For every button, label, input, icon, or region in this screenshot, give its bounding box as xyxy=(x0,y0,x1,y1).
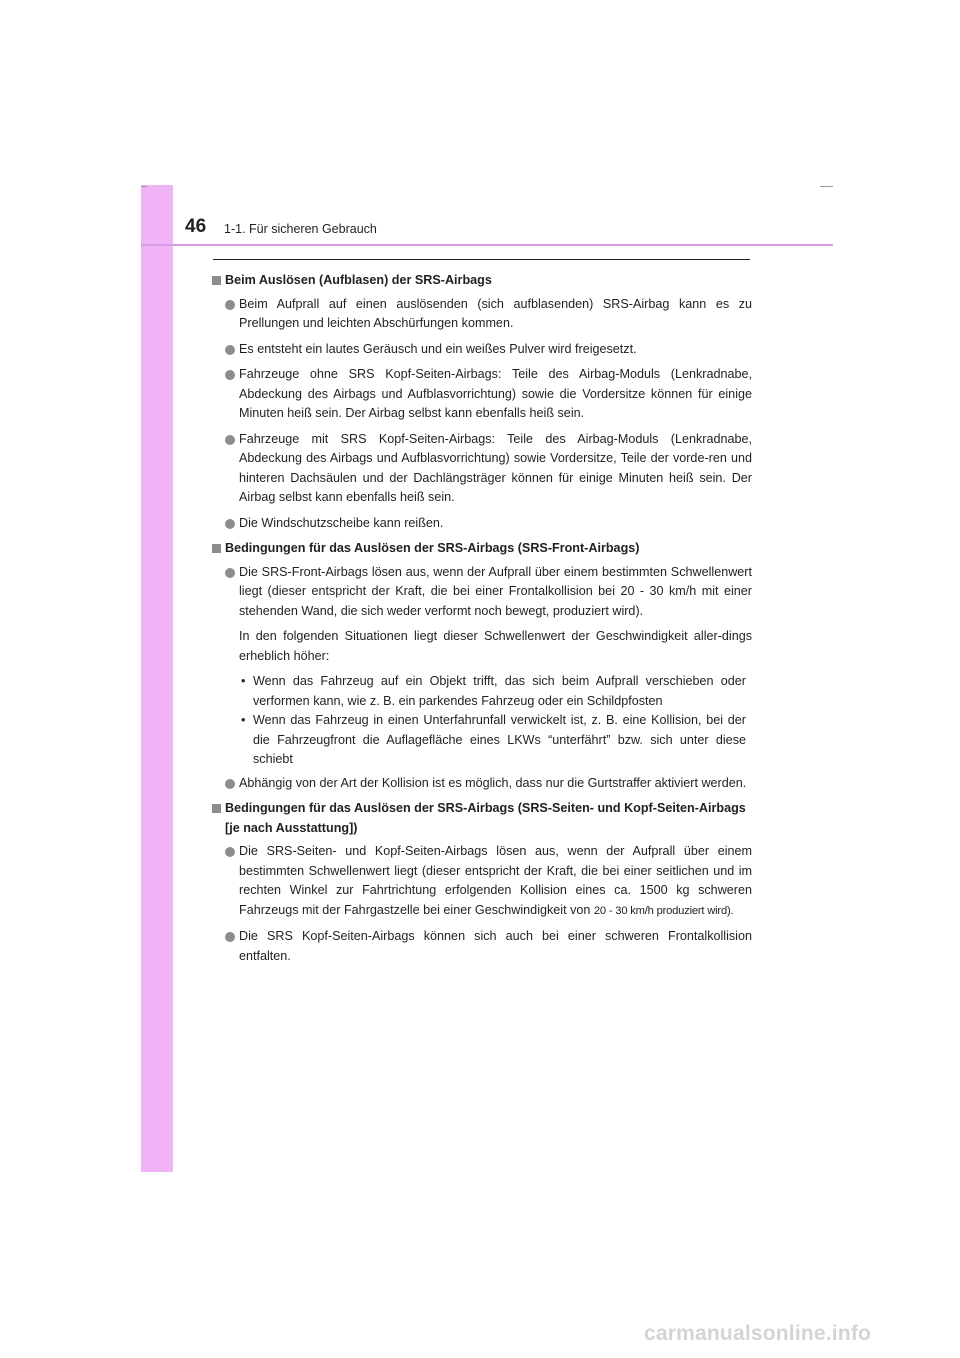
dash-mark: • xyxy=(241,713,246,727)
page-number: 46 xyxy=(185,216,207,237)
circle-bullet-icon xyxy=(225,370,235,380)
section-heading: Beim Auslösen (Aufblasen) der SRS-Airbags xyxy=(210,271,752,291)
circle-bullet-icon xyxy=(225,519,235,529)
bullet-item: Die Windschutzscheibe kann reißen. xyxy=(210,514,752,534)
chapter-sidebar xyxy=(141,185,173,1172)
circle-bullet-icon xyxy=(225,779,235,789)
header-divider xyxy=(141,244,833,246)
circle-bullet-icon xyxy=(225,435,235,445)
square-bullet-icon xyxy=(212,276,221,285)
section-title: 1-1. Für sicheren Gebrauch xyxy=(224,222,377,236)
bullet-item: Die SRS Kopf-Seiten-Airbags können sich auch bei einer schweren Frontalkollision entfalten. xyxy=(210,927,752,966)
bullet-item: Es entsteht ein lautes Geräusch und ein weißes Pulver wird freigesetzt. xyxy=(210,340,752,360)
dash-item: • Wenn das Fahrzeug in einen Unterfahrunfall verwickelt ist, z. B. eine Kollision, bei der die Fahrzeugfront die Auflagefläche eines LKWs “unterfährt” bzw. sich unter diese schiebt xyxy=(241,713,746,766)
circle-bullet-icon xyxy=(225,300,235,310)
circle-bullet-icon xyxy=(225,568,235,578)
paragraph: In den folgenden Situationen liegt dieser Schwellenwert der Geschwindigkeit aller-dings erheblich höher: xyxy=(239,629,752,663)
section-heading: Bedingungen für das Auslösen der SRS-Airbags (SRS-Front-Airbags) xyxy=(210,539,752,559)
bullet-item: Beim Aufprall auf einen auslösenden (sich aufblasenden) SRS-Airbag kann es zu Prellungen und leichten Abschürfungen kommen. xyxy=(210,295,752,334)
bullet-item: Abhängig von der Art der Kollision ist es möglich, dass nur die Gurtstraffer aktiviert werden. xyxy=(210,774,752,794)
content-rule xyxy=(213,259,750,260)
page-content xyxy=(210,267,752,966)
watermark: carmanualsonline.info xyxy=(644,1322,872,1345)
circle-bullet-icon xyxy=(225,847,235,857)
circle-bullet-icon xyxy=(225,345,235,355)
square-bullet-icon xyxy=(212,544,221,553)
section-heading: Bedingungen für das Auslösen der SRS-Airbags (SRS-Seiten- und Kopf-Seiten-Airbags [je nach Ausstattung]) xyxy=(210,799,752,838)
bullet-item: Die SRS-Seiten- und Kopf-Seiten-Airbags lösen aus, wenn der Aufprall über einem bestimmten Schwellenwert liegt (dieser entspricht der Kraft, die bei einer seitlichen und im rechten Winkel zur Fahrtrichtung erfolgenden Kollision eines ca. 1500 kg schweren Fahrzeugs mit der Fahrgastzelle bei einer Geschwindigkeit von 20 - 30 km/h produziert wird). xyxy=(210,842,752,921)
dash-item: • Wenn das Fahrzeug auf ein Objekt trifft, das sich beim Aufprall verschieben oder verformen kann, wie z. B. ein parkendes Fahrzeug oder ein Schildpfosten xyxy=(241,674,746,708)
bullet-item: Die SRS-Front-Airbags lösen aus, wenn der Aufprall über einem bestimmten Schwellenwert liegt (dieser entspricht der Kraft, die bei einer Frontalkollision bei 20 - 30 km/h mit einer stehenden Wand, die sich weder verformt noch bewegt, produziert wird). xyxy=(210,563,752,622)
bullet-item: Fahrzeuge ohne SRS Kopf-Seiten-Airbags: Teile des Airbag-Moduls (Lenkradnabe, Abdeckung des Airbags und Aufblasvorrichtung) sowie die Vordersitze können für einige Minuten heiß sein. Der Airbag selbst kann ebenfalls heiß sein. xyxy=(210,365,752,424)
square-bullet-icon xyxy=(212,804,221,813)
crop-mark-right xyxy=(820,186,833,187)
circle-bullet-icon xyxy=(225,932,235,942)
crop-mark-left xyxy=(141,186,147,187)
dash-mark: • xyxy=(241,674,246,688)
bullet-item: Fahrzeuge mit SRS Kopf-Seiten-Airbags: Teile des Airbag-Moduls (Lenkradnabe, Abdeckung des Airbags und Aufblasvorrichtung) sowie Vordersitze, Teile der vorde-ren und hinteren Dachsäulen und der Dachlängsträger können für einige Minuten heiß sein. Der Airbag selbst kann ebenfalls heiß sein. xyxy=(210,430,752,508)
